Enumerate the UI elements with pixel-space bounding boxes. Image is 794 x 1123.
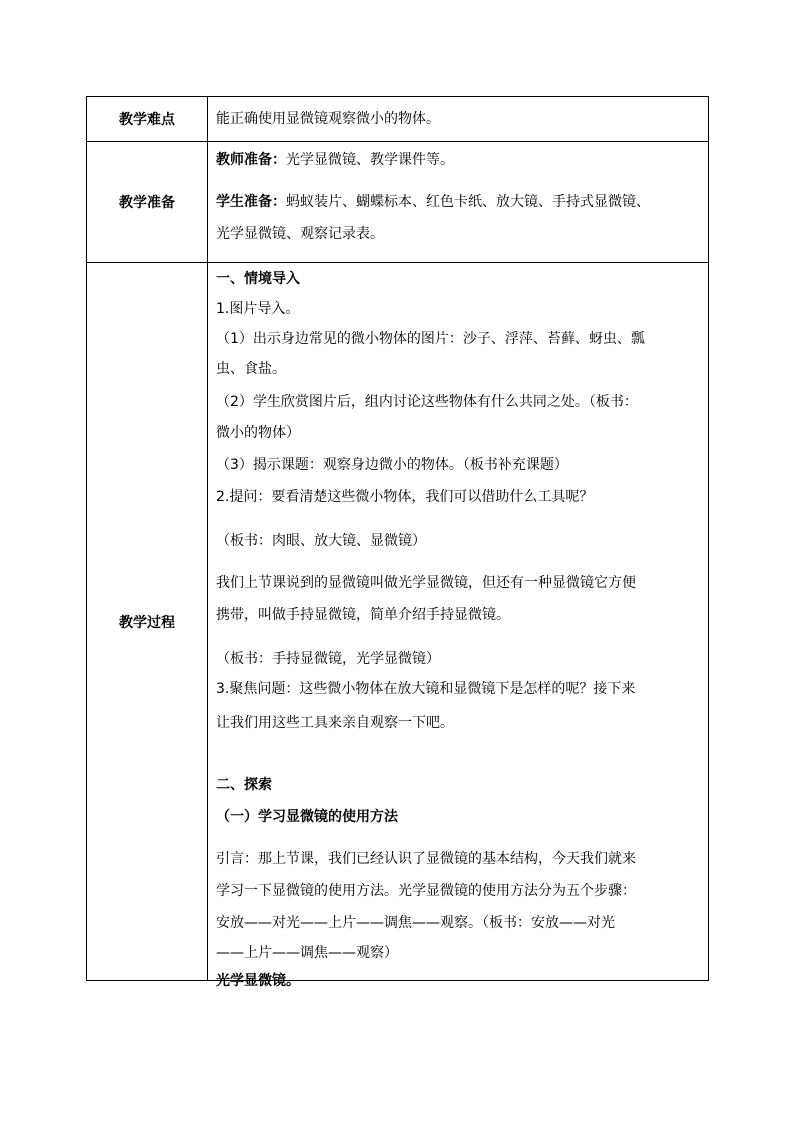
student-prep-label: 学生准备：	[216, 194, 286, 210]
bold-note: 光学显微镜。	[216, 973, 300, 989]
process-row	[87, 263, 709, 981]
teacher-prep-text: 光学显微镜、教学课件等。	[286, 152, 454, 168]
subsection-heading: （一）学习显微镜的使用方法	[216, 809, 398, 825]
process-line: ——上片——调焦——观察）	[216, 945, 398, 961]
student-prep-line-1	[216, 192, 650, 212]
preparation-content	[208, 142, 709, 263]
lesson-plan-table	[86, 96, 709, 989]
process-line: 2.提问：要看清楚这些微小物体，我们可以借助什么工具呢？	[216, 489, 594, 505]
section-heading: 二、探索	[216, 777, 272, 793]
process-line: 学习一下显微镜的使用方法。光学显微镜的使用方法分为五个步骤：	[216, 883, 636, 899]
student-prep-text-1: 蚂蚁装片、蝴蝶标本、红色卡纸、放大镜、手持式显微镜、	[286, 194, 650, 210]
process-line: 让我们用这些工具来亲自观察一下吧。	[216, 715, 454, 731]
process-line: （板书：手持显微镜，光学显微镜）	[216, 651, 440, 667]
process-line: （3）揭示课题：观察身边微小的物体。（板书补充课题）	[216, 457, 568, 473]
process-line: （1）出示身边常见的微小物体的图片：沙子、浮萍、苔藓、蚜虫、瓢	[216, 331, 645, 347]
process-line: 安放——对光——上片——调焦——观察。（板书：安放——对光	[216, 915, 615, 931]
process-line: 引言：那上节课，我们已经认识了显微镜的基本结构，今天我们就来	[216, 851, 636, 867]
process-content	[208, 263, 709, 989]
section-heading: 一、情境导入	[216, 271, 300, 287]
difficulty-row	[87, 97, 709, 142]
process-line: （2）学生欣赏图片后，组内讨论这些物体有什么共同之处。（板书：	[216, 394, 638, 410]
process-line: 3.聚焦问题：这些微小物体在放大镜和显微镜下是怎样的呢？接下来	[216, 681, 636, 697]
difficulty-content: 能正确使用显微镜观察微小的物体。	[208, 97, 709, 142]
teacher-prep-line	[216, 150, 454, 170]
process-line: （板书：肉眼、放大镜、显微镜）	[216, 533, 426, 549]
preparation-label: 教学准备	[87, 142, 208, 263]
process-line: 微小的物体）	[216, 425, 300, 441]
student-prep-line-2: 光学显微镜、观察记录表。	[216, 226, 384, 242]
process-label: 教学过程	[87, 263, 208, 981]
process-line: 我们上节课说到的显微镜叫做光学显微镜，但还有一种显微镜它方便	[216, 575, 636, 591]
process-line: 1.图片导入。	[216, 301, 300, 317]
teacher-prep-label: 教师准备：	[216, 152, 286, 168]
process-line: 携带，叫做手持显微镜，简单介绍手持显微镜。	[216, 607, 510, 623]
preparation-row	[87, 142, 709, 263]
process-line: 虫、食盐。	[216, 361, 286, 377]
difficulty-label: 教学难点	[87, 97, 208, 142]
